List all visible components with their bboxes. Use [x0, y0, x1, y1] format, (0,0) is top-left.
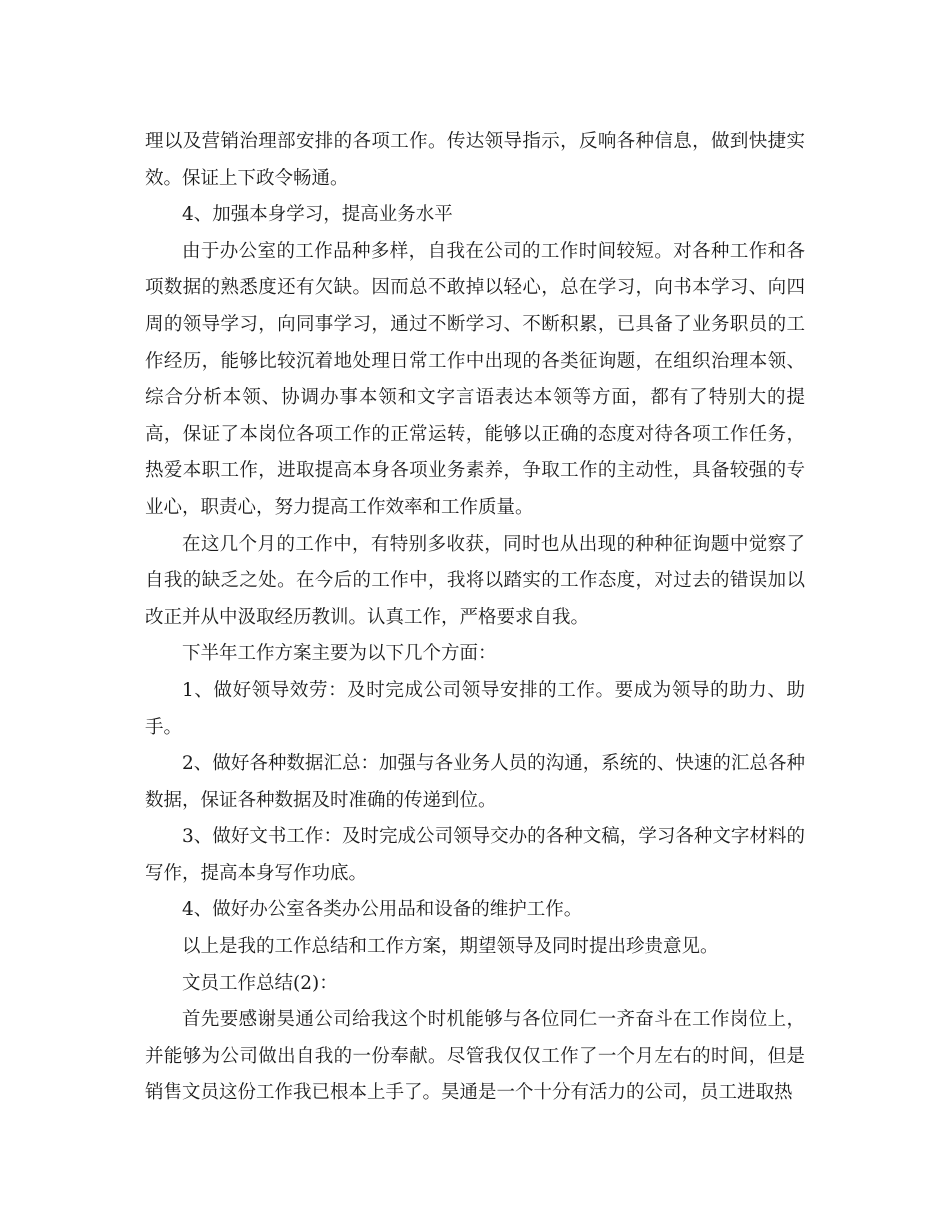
plan-item-1: 1、做好领导效劳：及时完成公司领导安排的工作。要成为领导的助力、助手。 — [145, 679, 805, 738]
plan-item-3: 3、做好文书工作：及时完成公司领导交办的各种文稿，学习各种文字材料的写作，提高本身写作功底。 — [145, 826, 805, 884]
document-body — [145, 124, 805, 1112]
plan-item-4: 4、做好办公室各类办公用品和设备的维护工作。 — [182, 899, 583, 921]
paragraph-reflection: 在这几个月的工作中，有特别多收获，同时也从出现的种种征询题中觉察了自我的缺乏之处。在今后的工作中，我将以踏实的工作态度，对过去的错误加以改正并从中汲取经历教训。认真工作，严格要求自我。 — [145, 533, 805, 628]
section-title-2: 文员工作总结(2)： — [182, 972, 338, 994]
heading-plan: 下半年工作方案主要为以下几个方面： — [182, 643, 497, 665]
paragraph-thanks: 首先要感谢昊通公司给我这个时机能够与各位同仁一齐奋斗在工作岗位上，并能够为公司做出自我的一份奉献。尽管我仅仅工作了一个月左右的时间，但是销售文员这份工作我已根本上手了。昊通是一个十分有活力的公司，员工进取热 — [145, 1009, 805, 1104]
paragraph-continued: 理以及营销治理部安排的各项工作。传达领导指示，反响各种信息，做到快捷实效。保证上下政令畅通。 — [145, 131, 805, 189]
heading-self-study: 4、加强本身学习，提高业务水平 — [182, 204, 453, 226]
paragraph-closing: 以上是我的工作总结和工作方案，期望领导及同时提出珍贵意见。 — [182, 936, 719, 958]
plan-item-2: 2、做好各种数据汇总：加强与各业务人员的沟通，系统的、快速的汇总各种数据，保证各种数据及时准确的传递到位。 — [145, 753, 805, 811]
paragraph-study: 由于办公室的工作品种多样，自我在公司的工作时间较短。对各种工作和各项数据的熟悉度还有欠缺。因而总不敢掉以轻心，总在学习，向书本学习、向四周的领导学习，向同事学习，通过不断学习、不断积累，已具备了业务职员的工作经历，能够比较沉着地处理日常工作中出现的各类征询题，在组织治理本领、综合分析本领、协调办事本领和文字言语表达本领等方面，都有了特别大的提高，保证了本岗位各项工作的正常运转，能够以正确的态度对待各项工作任务，热爱本职工作，进取提高本身各项业务素养，争取工作的主动性，具备较强的专业心，职责心，努力提高工作效率和工作质量。 — [145, 240, 805, 518]
